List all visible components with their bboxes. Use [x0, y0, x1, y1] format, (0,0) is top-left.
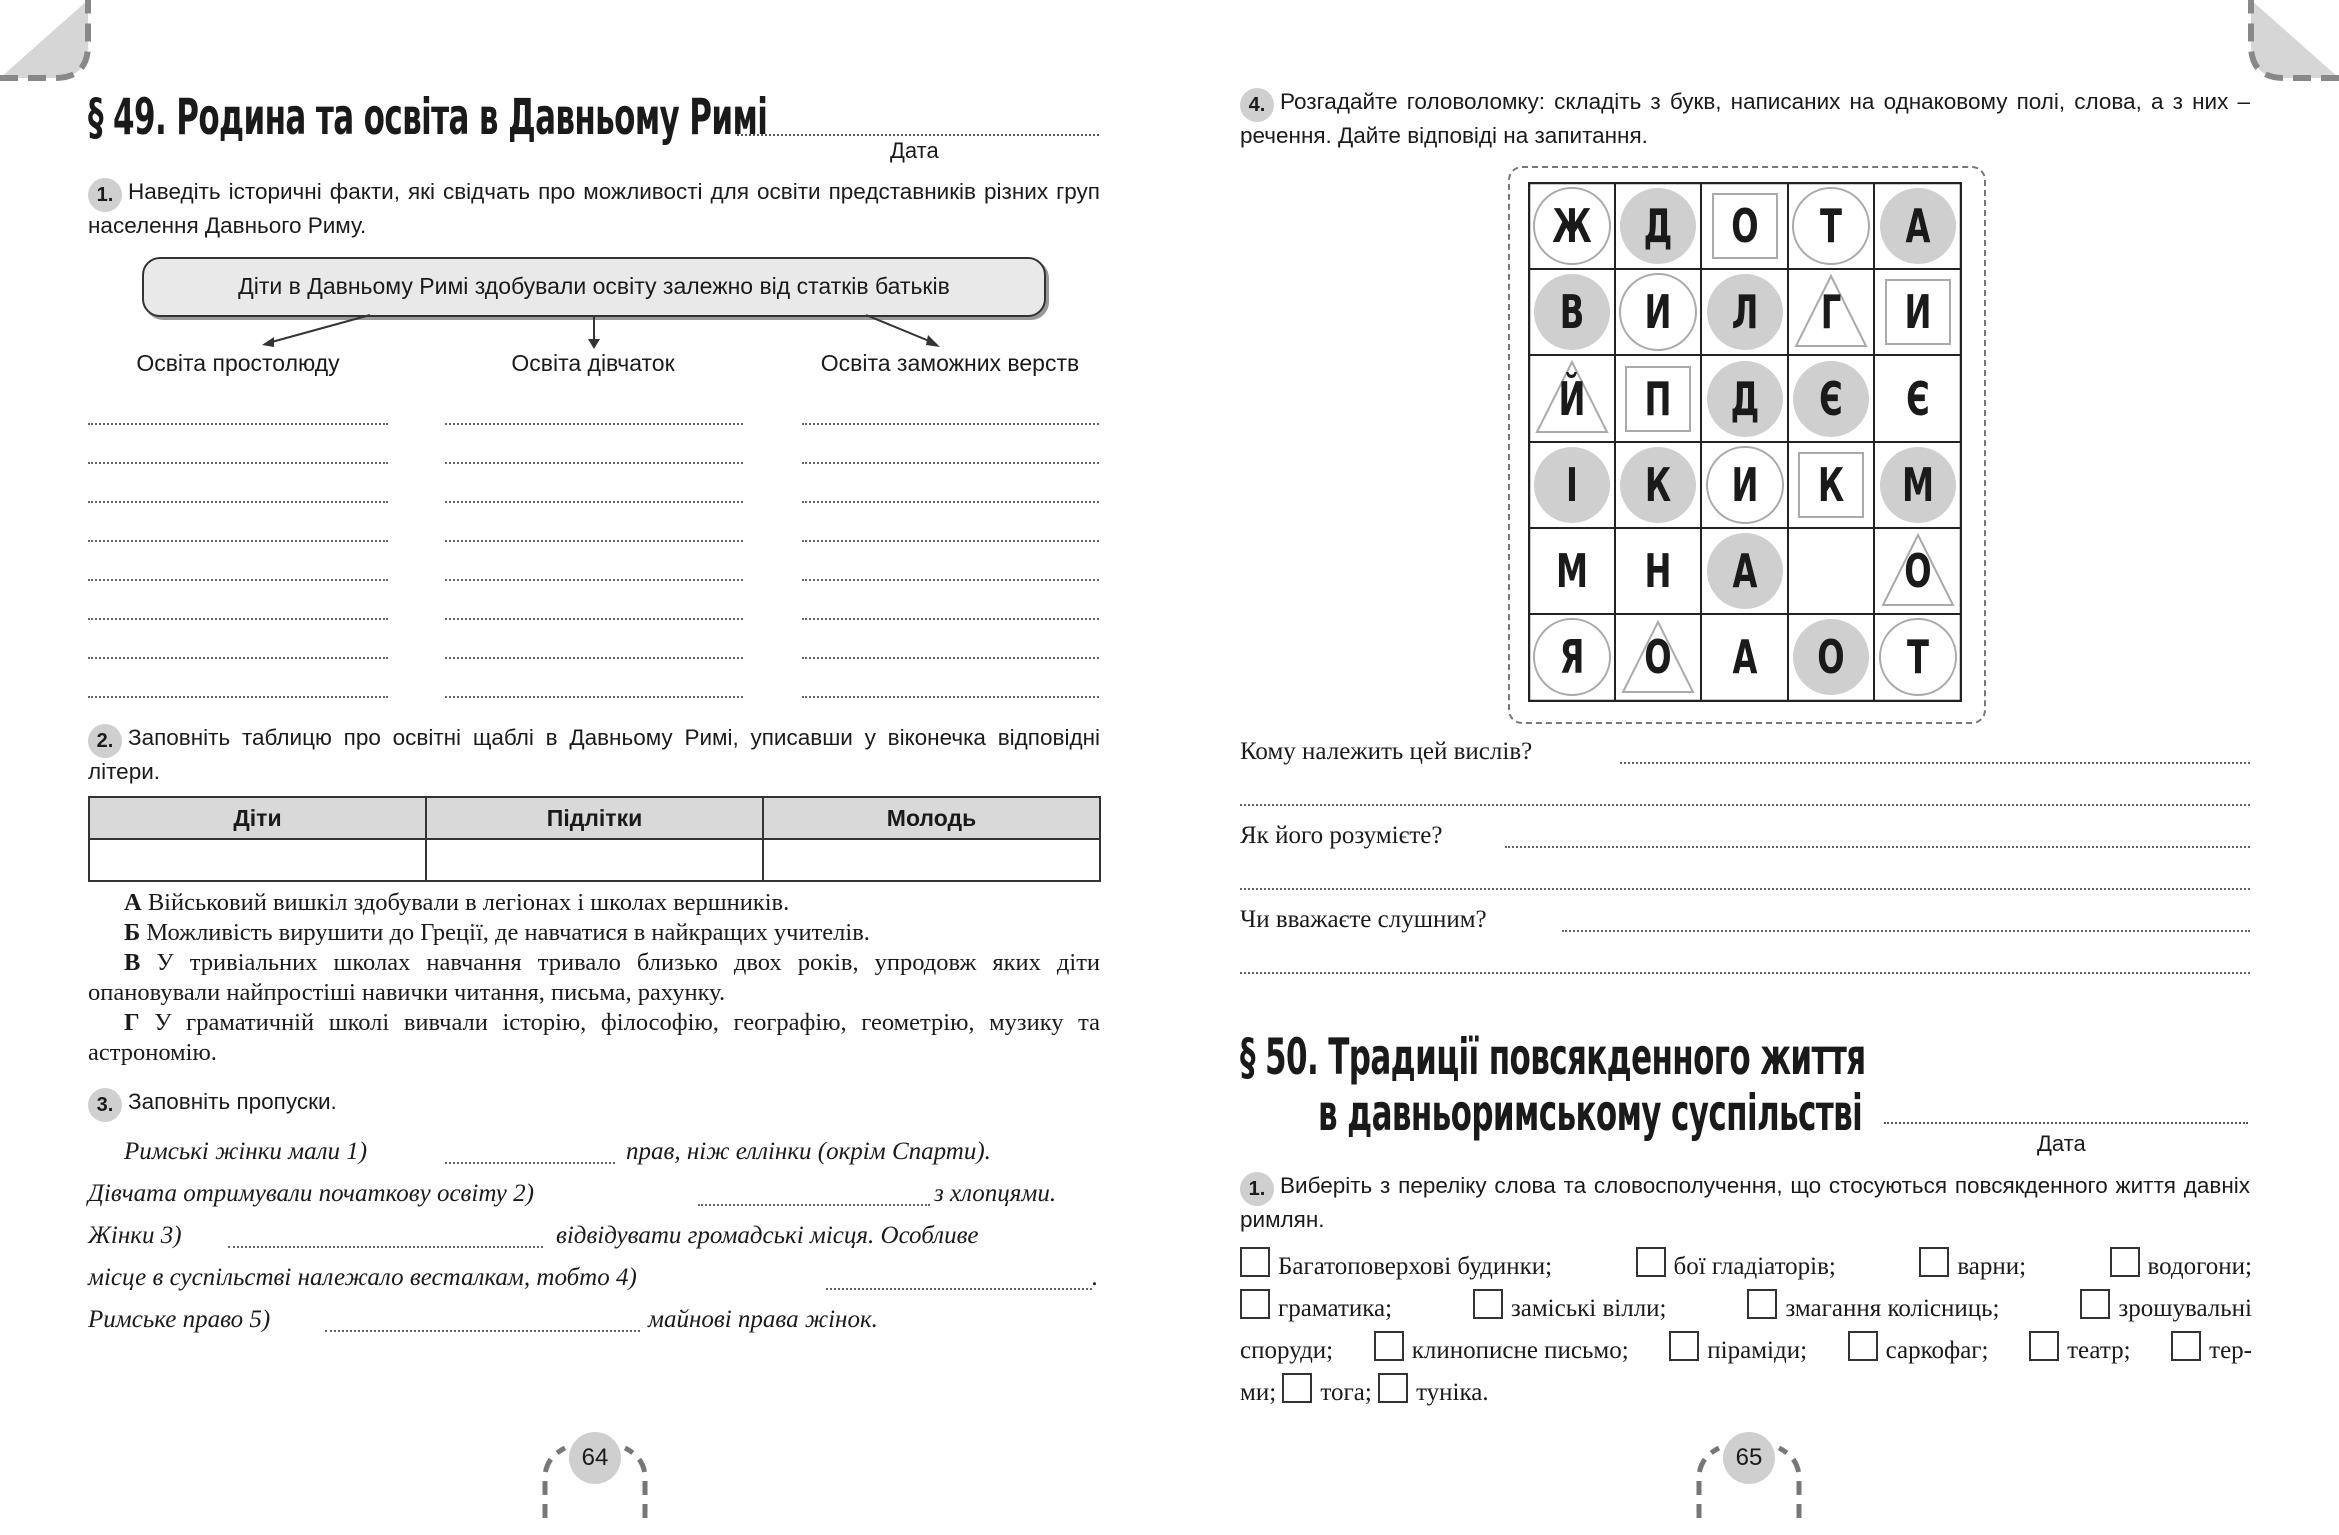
- grid-letter: [1804, 532, 1859, 610]
- grid-letter: М: [1555, 544, 1589, 598]
- table-header-teens: Підлітки: [426, 797, 763, 839]
- statement-a: А Військовий вишкіл здобували в легіонах і школах вершників.: [124, 889, 790, 916]
- statement-g: Г У граматичній школі вивчали історію, філософію, географію, геометрію, музику та астрономію.: [88, 1009, 1101, 1066]
- grid-letter: Є: [1906, 372, 1930, 426]
- grid-letter: О: [1731, 199, 1759, 253]
- grid-letter: О: [1817, 630, 1845, 684]
- checkbox[interactable]: [1669, 1331, 1699, 1361]
- date-line[interactable]: [737, 134, 1099, 136]
- checkbox[interactable]: [2171, 1331, 2201, 1361]
- question-2: Як його розумієте?: [1240, 822, 1443, 849]
- blank-3[interactable]: [228, 1246, 543, 1248]
- grid-letter: А: [1732, 544, 1758, 598]
- checkbox[interactable]: [1240, 1289, 1270, 1319]
- statement-v: В У тривіальних школах навчання тривало близько двох років, упродовж яких діти опановували найпростіші навички читання, письма, рахунку.: [88, 949, 1101, 1006]
- checkbox[interactable]: [1378, 1373, 1408, 1403]
- checkbox[interactable]: [2110, 1247, 2140, 1277]
- answer-cell-youth[interactable]: [763, 839, 1100, 881]
- grid-letter: Є: [1819, 372, 1843, 426]
- option[interactable]: граматика;: [1240, 1288, 1392, 1330]
- answer-line-q1b[interactable]: [1240, 804, 2250, 806]
- fill-text: відвідувати громадські місця. Особливе: [556, 1222, 979, 1249]
- grid-letter: К: [1644, 458, 1672, 512]
- fill-text: з хлопцями.: [934, 1180, 1057, 1207]
- puzzle-letters: [1528, 182, 1962, 702]
- answer-cell-children[interactable]: [89, 839, 426, 881]
- checkbox[interactable]: [1636, 1247, 1666, 1277]
- option[interactable]: водогони;: [2110, 1246, 2252, 1288]
- grid-letter: Д: [1643, 199, 1673, 253]
- date-label: Дата: [2037, 1131, 2086, 1156]
- checkbox[interactable]: [1240, 1247, 1270, 1277]
- fill-text: Дівчата отримували початкову освіту 2): [88, 1180, 534, 1207]
- task-1-instruction: 1. Наведіть історичні факти, які свідчать про можливості для освіти представників різних груп населення Давнього Риму.: [88, 179, 1100, 238]
- option-continuation: споруди;: [1240, 1337, 1334, 1364]
- grid-letter: О: [1644, 630, 1672, 684]
- grid-letter: А: [1732, 630, 1758, 684]
- date-line[interactable]: [1884, 1122, 2248, 1124]
- option[interactable]: піраміди;: [1669, 1330, 1807, 1372]
- task-number: 4.: [1240, 88, 1274, 122]
- fill-text: місце в суспільстві належало весталкам, тобто 4): [88, 1264, 637, 1291]
- statements-list: [88, 888, 1100, 1068]
- grid-letter: Т: [1820, 199, 1842, 253]
- blank-5[interactable]: [325, 1330, 640, 1332]
- blank-2[interactable]: [698, 1204, 930, 1206]
- grid-letter: М: [1901, 458, 1935, 512]
- task-4-instruction: 4. Розгадайте головоломку: складіть з букв, написаних на однаковому полі, слова, а з них – речення. Дайте відповіді на запитання.: [1240, 89, 2250, 148]
- option[interactable]: саркофаг;: [1848, 1330, 1989, 1372]
- answer-line-q3b[interactable]: [1240, 972, 2250, 974]
- corner-decoration-left: [0, 0, 100, 90]
- option[interactable]: тер-: [2171, 1330, 2252, 1372]
- options-list: [1240, 1246, 2252, 1414]
- task-3-instruction: 3. Заповніть пропуски.: [88, 1088, 1100, 1122]
- answer-line-q1[interactable]: [1620, 762, 2250, 764]
- grid-letter: Й: [1558, 372, 1586, 426]
- option[interactable]: заміські вілли;: [1473, 1288, 1667, 1330]
- task-number: 3.: [88, 1088, 122, 1122]
- grid-letter: Н: [1644, 544, 1672, 598]
- option[interactable]: змагання колісниць;: [1747, 1288, 1999, 1330]
- grid-letter: А: [1905, 199, 1931, 253]
- page-number-left: 64: [569, 1432, 621, 1484]
- column-label-girls: Освіта дівчаток: [511, 350, 675, 376]
- section-title-50-line1: § 50. Традиції повсякденного життя: [1240, 1028, 1866, 1086]
- table-header-youth: Молодь: [763, 797, 1100, 839]
- blank-4[interactable]: [826, 1288, 1092, 1290]
- checkbox[interactable]: [2029, 1331, 2059, 1361]
- task-1-instruction-section-50: 1. Виберіть з переліку слова та словосполучення, що стосуються повсякденного життя давніх римлян.: [1240, 1173, 2250, 1232]
- grid-letter: І: [1566, 458, 1578, 512]
- education-stages-table: [88, 796, 1101, 882]
- checkbox[interactable]: [1374, 1331, 1404, 1361]
- fill-text: Жінки 3): [88, 1222, 182, 1249]
- grid-letter: Ж: [1552, 199, 1592, 253]
- answer-line-q3[interactable]: [1562, 930, 2250, 932]
- fill-text: майнові права жінок.: [648, 1306, 878, 1333]
- option[interactable]: тога;: [1282, 1379, 1371, 1406]
- question-1: Кому належить цей вислів?: [1240, 738, 1533, 765]
- task-number: 1.: [88, 178, 122, 212]
- option[interactable]: туніка.: [1378, 1379, 1489, 1406]
- checkbox[interactable]: [1473, 1289, 1503, 1319]
- arrows: [250, 313, 950, 353]
- checkbox[interactable]: [2080, 1289, 2110, 1319]
- grid-letter: Д: [1730, 372, 1760, 426]
- question-3: Чи вважаєте слушним?: [1240, 906, 1487, 933]
- grid-letter: К: [1817, 458, 1845, 512]
- grid-letter: Я: [1559, 630, 1585, 684]
- grid-letter: Л: [1731, 285, 1759, 339]
- grid-letter: О: [1904, 544, 1932, 598]
- page-number-right: 65: [1723, 1432, 1775, 1484]
- statement-b: Б Можливість вирушити до Греції, де навчатися в найкращих учителів.: [124, 919, 870, 946]
- option[interactable]: зрошувальні: [2080, 1288, 2252, 1330]
- fill-text: прав, ніж еллінки (окрім Спарти).: [626, 1138, 991, 1165]
- grid-letter: Г: [1820, 285, 1842, 339]
- option[interactable]: клинописне письмо;: [1374, 1330, 1629, 1372]
- grid-letter: В: [1559, 285, 1585, 339]
- checkbox[interactable]: [1747, 1289, 1777, 1319]
- table-header-children: Діти: [89, 797, 426, 839]
- grid-letter: П: [1644, 372, 1672, 426]
- checkbox[interactable]: [1848, 1331, 1878, 1361]
- checkbox[interactable]: [1282, 1373, 1312, 1403]
- grid-letter: Т: [1907, 630, 1929, 684]
- heading-box: Діти в Давньому Римі здобували освіту залежно від статків батьків: [142, 257, 1046, 317]
- grid-letter: И: [1904, 285, 1932, 339]
- option[interactable]: Багатоповерхові будинки;: [1240, 1246, 1552, 1288]
- answer-cell-teens[interactable]: [426, 839, 763, 881]
- fill-text: .: [1092, 1264, 1099, 1291]
- task-2-instruction: 2. Заповніть таблицю про освітні щаблі в Давньому Римі, уписавши у віконечка відповідні літери.: [88, 725, 1100, 784]
- option[interactable]: театр;: [2029, 1330, 2130, 1372]
- task-number: 2.: [88, 724, 122, 758]
- answer-line-q2[interactable]: [1505, 846, 2250, 848]
- column-label-wealthy: Освіта заможних верств: [820, 350, 1080, 376]
- corner-decoration-right: [2239, 0, 2339, 90]
- section-title-49: § 49. Родина та освіта в Давньому Римі: [88, 88, 768, 146]
- option[interactable]: варни;: [1919, 1246, 2026, 1288]
- grid-letter: И: [1731, 458, 1759, 512]
- option[interactable]: бої гладіаторів;: [1636, 1246, 1836, 1288]
- checkbox[interactable]: [1919, 1247, 1949, 1277]
- option-continuation: ми;: [1240, 1379, 1277, 1406]
- blank-1[interactable]: [445, 1162, 615, 1164]
- section-title-50-line2: в давньоримському суспільстві: [1318, 1084, 1863, 1142]
- task-number: 1.: [1240, 1172, 1274, 1206]
- date-label: Дата: [890, 138, 939, 163]
- fill-text: Римське право 5): [88, 1306, 271, 1333]
- fill-text: Римські жінки мали 1): [124, 1138, 368, 1165]
- column-label-commoners: Освіта простолюду: [136, 350, 340, 376]
- grid-letter: И: [1644, 285, 1672, 339]
- answer-line-q2b[interactable]: [1240, 888, 2250, 890]
